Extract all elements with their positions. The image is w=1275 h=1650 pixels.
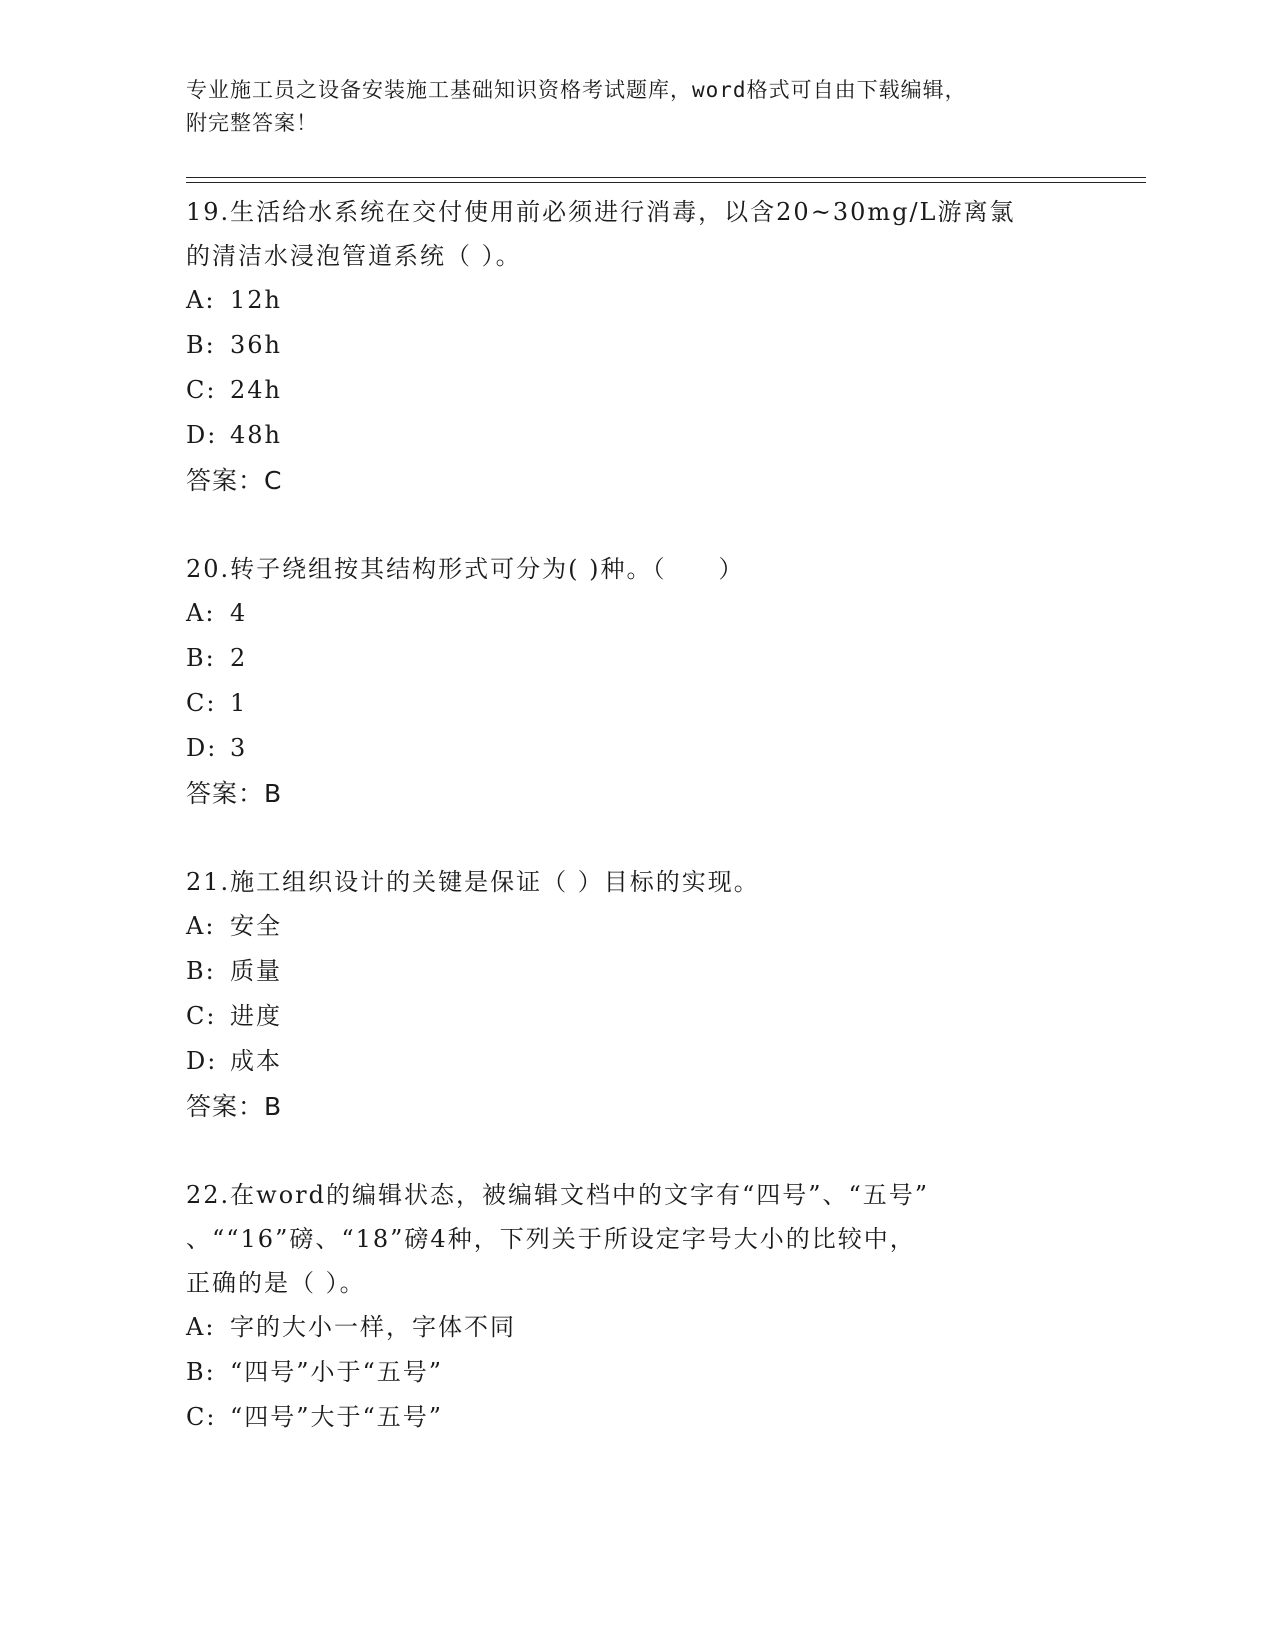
option-a [186,278,1146,323]
option-label: C: [186,1002,217,1030]
question-19 [186,190,1146,503]
header-divider-top [186,177,1146,178]
option-text: 质量 [230,957,282,985]
option-a [186,591,1146,636]
option-text: 字的大小一样，字体不同 [230,1313,516,1341]
option-text: 48h [230,421,282,449]
option-label: B: [186,957,216,985]
header-line-1: 专业施工员之设备安装施工基础知识资格考试题库，word格式可自由下载编辑， [186,78,967,102]
option-text: 24h [230,376,282,404]
option-a [186,904,1146,949]
option-text: “四号”小于“五号” [230,1358,444,1386]
question-text-line: 的清洁水浸泡管道系统（ ）。 [186,242,522,270]
header-divider-bottom [186,182,1146,183]
option-a [186,1305,1146,1350]
option-c [186,368,1146,413]
option-label: A: [186,286,216,314]
question-text-line: 22.在word的编辑状态，被编辑文档中的文字有“四号”、“五号” [186,1181,930,1209]
option-label: B: [186,644,216,672]
option-b [186,949,1146,994]
option-d [186,726,1146,771]
option-d [186,413,1146,458]
option-label: C: [186,1403,217,1431]
option-label: A: [186,912,216,940]
option-label: B: [186,331,216,359]
question-21 [186,860,1146,1129]
question-20 [186,547,1146,816]
answer-line: 答案：B [186,1092,283,1121]
option-text: 3 [230,734,248,762]
option-label: D: [186,734,218,762]
option-text: 2 [230,644,248,672]
option-label: C: [186,376,217,404]
option-text: 1 [230,689,248,717]
option-c [186,994,1146,1039]
option-b [186,323,1146,368]
option-b [186,636,1146,681]
option-text: 12h [230,286,282,314]
question-list [186,190,1146,1440]
question-text-line: 19.生活给水系统在交付使用前必须进行消毒，以含20~30mg/L游离氯 [186,198,1016,226]
question-22 [186,1173,1146,1440]
option-c [186,681,1146,726]
option-label: A: [186,1313,216,1341]
option-text: “四号”大于“五号” [230,1403,444,1431]
option-label: C: [186,689,217,717]
option-label: B: [186,1358,216,1386]
question-text-line: 20.转子绕组按其结构形式可分为( )种。（ ） [186,555,745,583]
option-text: 36h [230,331,282,359]
option-c [186,1395,1146,1440]
question-text-line: 正确的是（ ）。 [186,1269,366,1297]
question-text-line: 、““16”磅、“18”磅4种，下列关于所设定字号大小的比较中， [186,1225,916,1253]
answer-line: 答案：C [186,466,283,495]
option-text: 安全 [230,912,282,940]
answer-line: 答案：B [186,779,283,808]
document-header [186,74,1086,140]
option-label: A: [186,599,216,627]
option-label: D: [186,1047,218,1075]
question-text-line: 21.施工组织设计的关键是保证（ ）目标的实现。 [186,868,760,896]
option-text: 4 [230,599,248,627]
header-line-2: 附完整答案！ [186,111,318,135]
option-b [186,1350,1146,1395]
option-d [186,1039,1146,1084]
option-label: D: [186,421,218,449]
option-text: 成本 [230,1047,282,1075]
option-text: 进度 [230,1002,282,1030]
